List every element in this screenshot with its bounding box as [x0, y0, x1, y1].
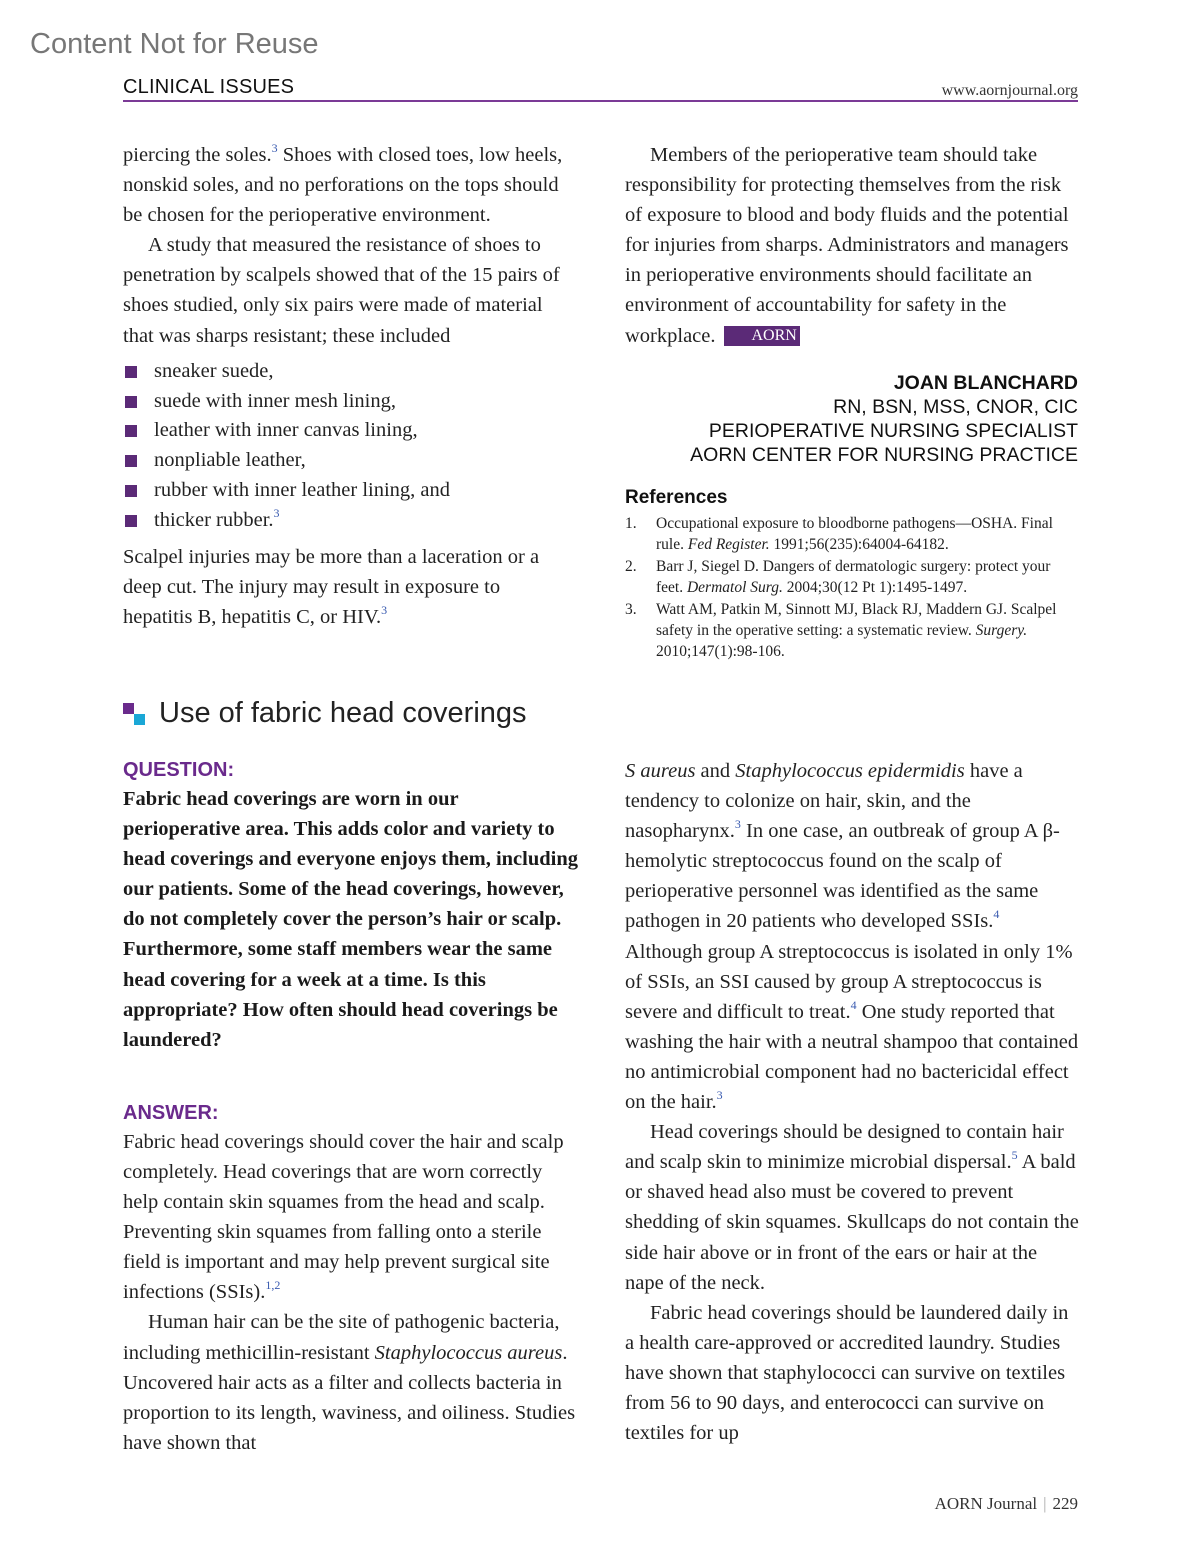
copyright-notice: Content Not for Reuse	[30, 28, 319, 60]
citation: 4	[850, 997, 857, 1012]
bullet-square-icon	[125, 485, 137, 497]
aorn-end-mark: AORN	[724, 326, 800, 346]
reference-list	[625, 513, 1080, 662]
footer-divider: |	[1043, 1494, 1047, 1513]
header-rule	[123, 100, 1078, 102]
question-label: QUESTION:	[123, 759, 235, 781]
citation: 5	[1011, 1148, 1018, 1163]
top-right-column	[625, 140, 1080, 351]
paragraph: Head coverings should be designed to contain hair and scalp skin to minimize microbial dispersal.$^5$ A bald or shaved head also must be covered to prevent shedding of skin squames. Skullcaps do not contain the side hair above or in front of the ears or hair at the nape of the neck.	[625, 1121, 1079, 1294]
author-credentials: RN, BSN, MSS, CNOR, CIC	[833, 396, 1078, 418]
page-number: 229	[1052, 1494, 1078, 1513]
list-item: thicker rubber.$^3$	[123, 506, 571, 536]
paragraph: Fabric head coverings should be laundered daily in a health care-approved or accredited laundry. Studies have shown that staphylococci can survive on textiles from 56 to 90 days, and enterococci can survive on textiles for up	[625, 1301, 1069, 1445]
text: Shoes with closed toes, low heels, nonskid soles, and no perforations on the tops should be chosen for the perioperative environment.	[123, 144, 563, 227]
journal-website: www.aornjournal.org	[941, 82, 1078, 99]
list-item: nonpliable leather,	[123, 446, 571, 476]
citation: 3	[716, 1088, 723, 1103]
citation: 3	[271, 141, 278, 155]
list-item: suede with inner mesh lining,	[123, 387, 571, 417]
bullet-square-icon	[125, 515, 137, 527]
material-list	[123, 357, 571, 536]
page-footer	[935, 1494, 1078, 1514]
citation: 3	[273, 506, 280, 521]
author-title: PERIOPERATIVE NURSING SPECIALIST	[708, 420, 1078, 442]
bullet-square-icon	[125, 366, 137, 378]
text: piercing the soles.	[123, 144, 272, 166]
paragraph: Human hair can be the site of pathogenic bacteria, including methicillin-resistant Staphylococcus aureus. Uncovered hair acts as a filter and collects bacteria in proportion to its length, waviness, and oiliness. Studies have shown that	[123, 1311, 576, 1454]
author-name: JOAN BLANCHARD	[893, 372, 1078, 394]
reference-item: 1. Occupational exposure to bloodborne pathogens—OSHA. Final rule. Fed Register. 1991;56(235):64004-64182.	[625, 515, 1053, 553]
paragraph: Members of the perioperative team should take responsibility for protecting themselves from the risk of exposure to blood and body fluids and the potential for injuries from sharps. Administrators and managers in perioperative environments should facilitate an environment of accountability for safety in the workplace. AORN	[625, 144, 1069, 347]
citation: 4	[993, 907, 1000, 922]
paragraph: Scalpel injuries may be more than a laceration or a deep cut. The injury may result in exposure to hepatitis B, hepatitis C, or HIV.$^3$	[123, 546, 540, 629]
citation: 1,2	[265, 1278, 281, 1293]
section-marker-icon	[123, 703, 147, 727]
journal-name: AORN Journal	[934, 1494, 1038, 1513]
bullet-square-icon	[125, 455, 137, 467]
reference-item: 3. Watt AM, Patkin M, Sinnott MJ, Black RJ, Maddern GJ. Scalpel safety in the operative setting: a systematic review. Surgery. 2010;147(1):98-106.	[625, 601, 1057, 660]
list-item: leather with inner canvas lining,	[123, 416, 571, 446]
author-organization: AORN CENTER FOR NURSING PRACTICE	[690, 444, 1078, 466]
bottom-left-column	[123, 756, 578, 1458]
bottom-right-column	[625, 756, 1080, 1448]
reference-item: 2. Barr J, Siegel D. Dangers of dermatologic surgery: protect your feet. Dermatol Surg. 2004;30(12 Pt 1):1495-1497.	[625, 558, 1051, 596]
author-signature	[690, 371, 1078, 467]
section-title: Use of fabric head coverings	[159, 697, 527, 729]
citation: 3	[381, 603, 388, 618]
paragraph	[123, 140, 571, 230]
running-header-section: CLINICAL ISSUES	[123, 76, 295, 98]
paragraph: Fabric head coverings should cover the hair and scalp completely. Head coverings that are worn correctly help contain skin squames from the head and scalp. Preventing skin squames from falling onto a sterile field is important and may help prevent surgical site infections (SSIs).$^{1,2}$	[123, 1130, 564, 1304]
paragraph: S aureus and Staphylococcus epidermidis have a tendency to colonize on hair, skin, and the nasopharynx.$^3$ In one case, an outbreak of group A β-hemolytic streptococcus found on the scalp of perioperative personnel was identified as the same pathogen in 20 patients who developed SSIs.$^4$ Although group A streptococcus is isolated in only 1% of SSIs, an SSI caused by group A streptococcus is severe and difficult to treat.$^4$ One study reported that washing the hair with a neutral shampoo that contained no antimicrobial component had no bactericidal effect on the hair.$^3$	[625, 760, 1079, 1114]
answer-label: ANSWER:	[123, 1101, 219, 1124]
bullet-square-icon	[125, 396, 137, 408]
paragraph: A study that measured the resistance of shoes to penetration by scalpels showed that of the 15 pairs of shoes studied, only six pairs were made of material that was sharps resistant; these included	[123, 234, 560, 347]
top-left-column	[123, 140, 571, 632]
bullet-square-icon	[125, 425, 137, 437]
list-item: rubber with inner leather lining, and	[123, 476, 571, 506]
references-heading: References	[625, 487, 728, 508]
list-item: sneaker suede,	[123, 357, 571, 387]
citation: 3	[734, 817, 741, 832]
question-text: Fabric head coverings are worn in our perioperative area. This adds color and variety to head coverings and everyone enjoys them, including our patients. Some of the head coverings, however, do not completely cover the person’s hair or scalp. Furthermore, some staff members wear the same head covering for a week at a time. Is this appropriate? How often should head coverings be laundered?	[123, 788, 578, 1051]
